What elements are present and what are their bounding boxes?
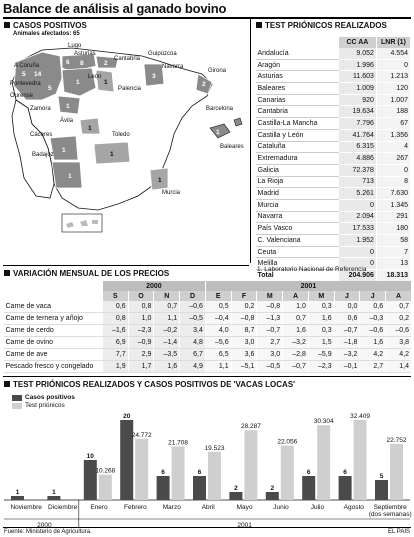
price-value: –0,4 xyxy=(205,313,231,325)
tse-cc-value: 9.052 xyxy=(338,48,376,59)
price-value: 0,6 xyxy=(334,313,360,325)
count-girona: 2 xyxy=(202,81,206,88)
tse-row xyxy=(256,188,411,200)
price-month-header: N xyxy=(154,291,180,301)
price-value: 4,2 xyxy=(386,349,411,361)
price-year-2001: 2001 xyxy=(205,281,411,291)
price-value: 3,0 xyxy=(231,337,257,349)
price-value: –0,5 xyxy=(257,361,283,373)
tse-row xyxy=(256,223,411,235)
bar-tests xyxy=(99,475,112,500)
price-month-header: A xyxy=(283,291,309,301)
price-value: 0,2 xyxy=(386,313,411,325)
tse-lnr-value: 188 xyxy=(376,106,410,118)
tse-lnr-value: 7.630 xyxy=(376,188,410,200)
bar-tests-label: 10.268 xyxy=(95,467,116,475)
label-caceres: Cáceres xyxy=(30,132,53,138)
tse-row xyxy=(256,71,411,83)
label-murcia: Murcia xyxy=(162,190,181,196)
tse-lnr-value: 1.345 xyxy=(376,199,410,211)
count-a-coruna: 14 xyxy=(34,71,42,78)
price-month-header: M xyxy=(308,291,334,301)
tse-col-lnr: LNR (1) xyxy=(376,37,410,48)
bar-positive-label: 6 xyxy=(161,469,165,476)
price-value: –2,3 xyxy=(308,361,334,373)
tse-cc-value: 4.886 xyxy=(338,153,376,165)
year-label-2000: 2000 xyxy=(37,522,52,527)
count-ourense: 5 xyxy=(48,85,52,92)
label-lugo: Lugo xyxy=(68,43,82,49)
label-leon: León xyxy=(88,74,102,80)
price-value: 1,6 xyxy=(154,361,180,373)
tse-region-name: Cataluña xyxy=(256,141,339,153)
tse-cc-value: 41.764 xyxy=(338,129,376,141)
bar-tests xyxy=(172,446,185,500)
price-month-header: J xyxy=(334,291,360,301)
tse-row xyxy=(256,164,411,176)
tse-lnr-value: 4.554 xyxy=(376,48,410,59)
count-caceres: 1 xyxy=(62,147,66,154)
tse-cc-value: 7.796 xyxy=(338,118,376,130)
bar-positive xyxy=(339,476,352,500)
price-value: –0,9 xyxy=(128,337,154,349)
tse-cc-value: 5.261 xyxy=(338,188,376,200)
label-zamora: Zamora xyxy=(30,106,51,112)
tse-row xyxy=(256,153,411,165)
tse-region-name: Madrid xyxy=(256,188,339,200)
page-title: Balance de análisis al ganado bovino xyxy=(3,1,227,16)
bar-tests-label: 22.056 xyxy=(277,438,298,446)
bar-positive-label: 6 xyxy=(306,469,311,476)
tse-lnr-value: 180 xyxy=(376,223,410,235)
tse-lnr-value: 267 xyxy=(376,153,410,165)
price-value: 1,4 xyxy=(386,361,411,373)
tse-cc-value: 17.533 xyxy=(338,223,376,235)
price-row xyxy=(4,361,412,373)
tse-row xyxy=(256,246,411,258)
bar-positive xyxy=(11,496,24,500)
square-bullet-icon xyxy=(4,22,10,28)
tse-cc-value: 0 xyxy=(338,199,376,211)
price-value: 1,6 xyxy=(308,313,334,325)
tse-row xyxy=(256,129,411,141)
tse-region-name: País Vasco xyxy=(256,223,339,235)
x-tick-label: Junio xyxy=(273,504,289,511)
price-value: 6,5 xyxy=(205,349,231,361)
price-month-header: A xyxy=(386,291,411,301)
bar-positive-label: 1 xyxy=(52,489,56,496)
tse-lnr-value: 1.356 xyxy=(376,129,410,141)
bar-positive xyxy=(84,460,97,500)
count-avila: 1 xyxy=(88,125,92,132)
price-value: 0,6 xyxy=(102,301,128,313)
tse-lnr-value: 58 xyxy=(376,235,410,247)
price-corner-2 xyxy=(4,291,103,301)
price-month-header: D xyxy=(180,291,206,301)
tse-region-name: Castilla-La Mancha xyxy=(256,118,339,130)
label-badajoz: Badajoz xyxy=(32,152,54,158)
column-divider xyxy=(250,18,251,263)
price-value: –0,3 xyxy=(360,313,386,325)
bar-tests-label: 30.304 xyxy=(313,418,334,426)
price-value: –2,3 xyxy=(128,325,154,337)
price-row xyxy=(4,301,412,313)
footer-rule xyxy=(3,527,411,528)
bar-tests xyxy=(244,430,257,500)
label-pontevedra: Pontevedra xyxy=(10,81,41,87)
square-bullet-icon xyxy=(4,270,10,276)
tse-row xyxy=(256,118,411,130)
price-year-2000: 2000 xyxy=(102,281,205,291)
tse-row xyxy=(256,199,411,211)
tse-row xyxy=(256,176,411,188)
price-value: 4,8 xyxy=(180,337,206,349)
x-tick-label: Mayo xyxy=(236,504,253,511)
price-row xyxy=(4,349,412,361)
label-cantabria: Cantabria xyxy=(114,56,141,62)
x-tick-label: Noviembre xyxy=(10,504,42,511)
price-value: –1,3 xyxy=(257,313,283,325)
tse-region-name: Navarra xyxy=(256,211,339,223)
label-baleares: Baleares xyxy=(220,144,244,150)
tse-section-title: TEST PRIÓNICOS REALIZADOS xyxy=(256,21,387,30)
bar-tests-label: 19.523 xyxy=(204,444,225,452)
tse-corner xyxy=(256,37,339,48)
bar-positive-label: 6 xyxy=(343,469,347,476)
price-product-name: Carne de cerdo xyxy=(4,325,103,337)
price-value: 0,5 xyxy=(205,301,231,313)
price-value: 4,9 xyxy=(180,361,206,373)
price-value: 1,6 xyxy=(283,325,309,337)
map-section-title: CASOS POSITIVOS xyxy=(4,21,87,30)
price-value: 4,0 xyxy=(205,325,231,337)
price-value: 2,7 xyxy=(360,361,386,373)
price-product-name: Pescado fresco y congelado xyxy=(4,361,103,373)
spain-map xyxy=(2,38,247,238)
x-tick-label: Julio xyxy=(310,504,325,511)
x-tick-label: Abril xyxy=(201,504,215,511)
price-value: 1,1 xyxy=(154,313,180,325)
x-tick-label: Septiembre xyxy=(373,504,407,511)
label-avila: Ávila xyxy=(60,118,74,124)
price-month-header: S xyxy=(102,291,128,301)
count-lugo: 6 xyxy=(66,59,70,66)
tse-lnr-value: 4 xyxy=(376,141,410,153)
price-value: 0,3 xyxy=(308,325,334,337)
tse-lnr-value: 13 xyxy=(376,258,410,270)
legend-label-tests: Test priónicos xyxy=(25,402,65,409)
map-subtitle: Animales afectados: 65 xyxy=(13,31,80,37)
x-tick-sublabel: (dos semanas) xyxy=(368,511,412,518)
legend-label-positive: Casos positivos xyxy=(25,394,75,401)
tse-row xyxy=(256,106,411,118)
price-value: 2,7 xyxy=(257,337,283,349)
price-row xyxy=(4,325,412,337)
price-section-title: VARIACIÓN MENSUAL DE LOS PRECIOS xyxy=(4,269,169,278)
region-badajoz xyxy=(52,162,82,188)
price-value: 1,7 xyxy=(128,361,154,373)
price-value: 1,9 xyxy=(102,361,128,373)
tse-cc-value: 920 xyxy=(338,94,376,106)
region-baleares xyxy=(210,124,230,138)
tse-region-name: Aragón xyxy=(256,59,339,71)
price-value: –0,7 xyxy=(334,325,360,337)
price-value: –0,2 xyxy=(154,325,180,337)
label-navarra: Navarra xyxy=(162,64,184,70)
price-value: 8,7 xyxy=(231,325,257,337)
price-product-name: Carne de ave xyxy=(4,349,103,361)
price-value: 2,9 xyxy=(128,349,154,361)
square-bullet-icon xyxy=(256,22,262,28)
price-value: 1,0 xyxy=(283,301,309,313)
x-tick-label: Diciembre xyxy=(47,504,78,511)
tse-lnr-value: 291 xyxy=(376,211,410,223)
bar-tests-label: 32.409 xyxy=(350,413,371,420)
chart-rule xyxy=(3,376,411,377)
x-tick-label: Marzo xyxy=(162,504,181,511)
tse-row xyxy=(256,235,411,247)
price-value: 0,2 xyxy=(231,301,257,313)
bar-positive xyxy=(375,480,388,500)
tse-region-name: Ceuta xyxy=(256,246,339,258)
bar-tests-label: 24.772 xyxy=(131,431,152,439)
label-guipuzcoa: Guipúzcoa xyxy=(148,51,177,57)
footer-source: Fuente: Ministerio de Agricultura. xyxy=(4,529,92,535)
bar-positive-label: 6 xyxy=(197,469,202,476)
tse-cc-value: 204.906 xyxy=(338,270,376,282)
bar-tests xyxy=(317,425,330,500)
price-value: –3,5 xyxy=(154,349,180,361)
bar-positive xyxy=(157,476,170,500)
label-toledo: Toledo xyxy=(112,132,130,138)
price-month-header: O xyxy=(128,291,154,301)
bar-tests-label: 21.708 xyxy=(168,439,189,447)
count-toledo: 1 xyxy=(110,151,114,158)
price-value: 1,0 xyxy=(128,313,154,325)
square-bullet-icon xyxy=(4,381,10,387)
bar-positive-label: 2 xyxy=(234,485,238,492)
tse-cc-value: 19.634 xyxy=(338,106,376,118)
bar-positive xyxy=(193,476,206,500)
price-row xyxy=(4,337,412,349)
label-a-coruna: A Coruña xyxy=(14,63,40,69)
price-value: –0,8 xyxy=(231,313,257,325)
tse-region-name: Total xyxy=(256,270,339,282)
price-value: –1,6 xyxy=(102,325,128,337)
price-value: –1,4 xyxy=(154,337,180,349)
tse-cc-value: 713 xyxy=(338,176,376,188)
price-value: 0,0 xyxy=(334,301,360,313)
count-leon: 1 xyxy=(76,79,80,86)
bar-tests xyxy=(281,446,294,500)
tse-region-name: Galicia xyxy=(256,164,339,176)
bar-positive-label: 20 xyxy=(123,413,131,420)
tse-cc-value: 2.094 xyxy=(338,211,376,223)
tse-cc-value: 1.009 xyxy=(338,83,376,95)
price-value: –0,1 xyxy=(334,361,360,373)
tse-cc-value: 1.952 xyxy=(338,235,376,247)
price-value: –5,1 xyxy=(231,361,257,373)
bar-positive-label: 10 xyxy=(86,453,94,460)
price-value: 0,8 xyxy=(102,313,128,325)
price-value: 0,7 xyxy=(283,313,309,325)
year-label-2001: 2001 xyxy=(237,522,252,527)
title-rule xyxy=(3,17,411,19)
tse-region-name: Castilla y León xyxy=(256,129,339,141)
price-value: –0,6 xyxy=(360,325,386,337)
count-palencia: 1 xyxy=(104,79,108,86)
count-navarra: 3 xyxy=(152,73,156,80)
tse-region-name: Andalucía xyxy=(256,48,339,59)
x-tick-label: Agosto xyxy=(343,504,364,511)
tse-cc-value: 6.315 xyxy=(338,141,376,153)
price-product-name: Carne de ovino xyxy=(4,337,103,349)
price-product-name: Carne de vaca xyxy=(4,301,103,313)
count-baleares: 1 xyxy=(216,129,220,136)
tse-lnr-value: 0 xyxy=(376,164,410,176)
price-value: –3,2 xyxy=(283,337,309,349)
footer-credit: EL PAÍS xyxy=(387,529,410,535)
price-value: 4,2 xyxy=(360,349,386,361)
tse-lnr-value: 1.213 xyxy=(376,71,410,83)
tse-cc-value: 11.603 xyxy=(338,71,376,83)
bar-positive xyxy=(229,492,242,500)
price-value: 0,6 xyxy=(360,301,386,313)
price-value: 3,4 xyxy=(180,325,206,337)
price-value: 1,5 xyxy=(308,337,334,349)
price-table xyxy=(3,281,411,373)
tse-cc-value: 0 xyxy=(338,246,376,258)
label-asturias: Asturias xyxy=(74,51,96,57)
label-palencia: Palencia xyxy=(118,86,142,92)
count-extra: 1 xyxy=(124,71,128,78)
count-barcelona: 5 xyxy=(232,113,236,120)
price-month-header: M xyxy=(257,291,283,301)
x-tick-label: Enero xyxy=(90,504,108,511)
label-barcelona: Barcelona xyxy=(206,106,234,112)
price-value: –0,6 xyxy=(180,301,206,313)
price-value: –2,8 xyxy=(283,349,309,361)
bar-tests xyxy=(135,439,148,500)
count-pontevedra: 5 xyxy=(22,71,26,78)
bar-positive-label: 1 xyxy=(15,489,20,496)
count-asturias: 8 xyxy=(80,60,84,67)
price-value: –1,8 xyxy=(334,337,360,349)
tse-region-name: Cantabria xyxy=(256,106,339,118)
tse-row xyxy=(256,83,411,95)
tse-region-name: Murcia xyxy=(256,199,339,211)
bar-tests xyxy=(390,444,403,500)
label-ourense: Ourense xyxy=(10,93,34,99)
price-value: 0,8 xyxy=(128,301,154,313)
bar-positive-label: 5 xyxy=(379,473,384,480)
price-value: 7,7 xyxy=(102,349,128,361)
tse-note: 1. Laboratorio Nacional de Referencia xyxy=(257,266,367,273)
tse-region-name: Melilla xyxy=(256,258,339,270)
price-month-header: E xyxy=(205,291,231,301)
tse-table xyxy=(255,37,410,282)
count-murcia: 1 xyxy=(158,177,162,184)
bar-tests-label: 22.752 xyxy=(386,436,407,444)
tse-region-name: La Rioja xyxy=(256,176,339,188)
tse-row xyxy=(256,59,411,71)
price-value: 6,9 xyxy=(102,337,128,349)
price-value: 6,7 xyxy=(180,349,206,361)
x-tick-label: Febrero xyxy=(124,504,147,511)
price-month-header: J xyxy=(360,291,386,301)
price-value: 1,6 xyxy=(360,337,386,349)
price-value: 3,6 xyxy=(231,349,257,361)
price-value: 1,1 xyxy=(205,361,231,373)
price-value: 3,8 xyxy=(386,337,411,349)
price-value: –5,6 xyxy=(205,337,231,349)
price-row xyxy=(4,313,412,325)
tse-region-name: C. Valenciana xyxy=(256,235,339,247)
price-value: –0,7 xyxy=(283,361,309,373)
tse-lnr-value: 120 xyxy=(376,83,410,95)
price-value: 3,0 xyxy=(257,349,283,361)
tse-col-cc: CC AA xyxy=(338,37,376,48)
count-zamora: 1 xyxy=(66,103,70,110)
bar-positive-label: 2 xyxy=(270,485,275,492)
price-corner xyxy=(4,281,103,291)
price-value: 0,3 xyxy=(308,301,334,313)
bar-positive xyxy=(47,496,60,500)
bar-chart xyxy=(0,392,414,527)
tse-lnr-value: 67 xyxy=(376,118,410,130)
price-value: –0,7 xyxy=(257,325,283,337)
count-badajoz: 1 xyxy=(68,173,72,180)
label-girona: Girona xyxy=(208,68,227,74)
tse-lnr-value: 8 xyxy=(376,176,410,188)
tse-row xyxy=(256,141,411,153)
tse-row xyxy=(256,94,411,106)
count-cantabria: 2 xyxy=(104,60,108,67)
price-value: –0,8 xyxy=(257,301,283,313)
price-value: –0,6 xyxy=(386,325,411,337)
chart-section-title: TEST PRIÓNICOS REALIZADOS Y CASOS POSITIVOS DE 'VACAS LOCAS' xyxy=(4,380,295,389)
tse-lnr-value: 1.007 xyxy=(376,94,410,106)
bar-tests-label: 28.287 xyxy=(240,423,261,431)
bar-tests xyxy=(354,420,367,500)
bar-positive xyxy=(302,476,315,500)
bar-tests xyxy=(208,452,221,500)
tse-region-name: Extremadura xyxy=(256,153,339,165)
tse-lnr-value: 18.313 xyxy=(376,270,410,282)
tse-region-name: Baleares xyxy=(256,83,339,95)
tse-cc-value: 0 xyxy=(338,258,376,270)
price-rule xyxy=(3,265,249,266)
price-month-header: F xyxy=(231,291,257,301)
tse-region-name: Asturias xyxy=(256,71,339,83)
tse-row xyxy=(256,211,411,223)
price-value: –5,9 xyxy=(308,349,334,361)
price-value: –0,5 xyxy=(180,313,206,325)
tse-cc-value: 72.378 xyxy=(338,164,376,176)
price-value: 0,7 xyxy=(386,301,411,313)
tse-lnr-value: 0 xyxy=(376,59,410,71)
price-value: 0,7 xyxy=(154,301,180,313)
bar-positive xyxy=(266,492,279,500)
tse-lnr-value: 7 xyxy=(376,246,410,258)
tse-region-name: Canarias xyxy=(256,94,339,106)
price-product-name: Carne de ternera y añojo xyxy=(4,313,103,325)
tse-row xyxy=(256,48,411,59)
price-value: –3,2 xyxy=(334,349,360,361)
tse-cc-value: 1.996 xyxy=(338,59,376,71)
